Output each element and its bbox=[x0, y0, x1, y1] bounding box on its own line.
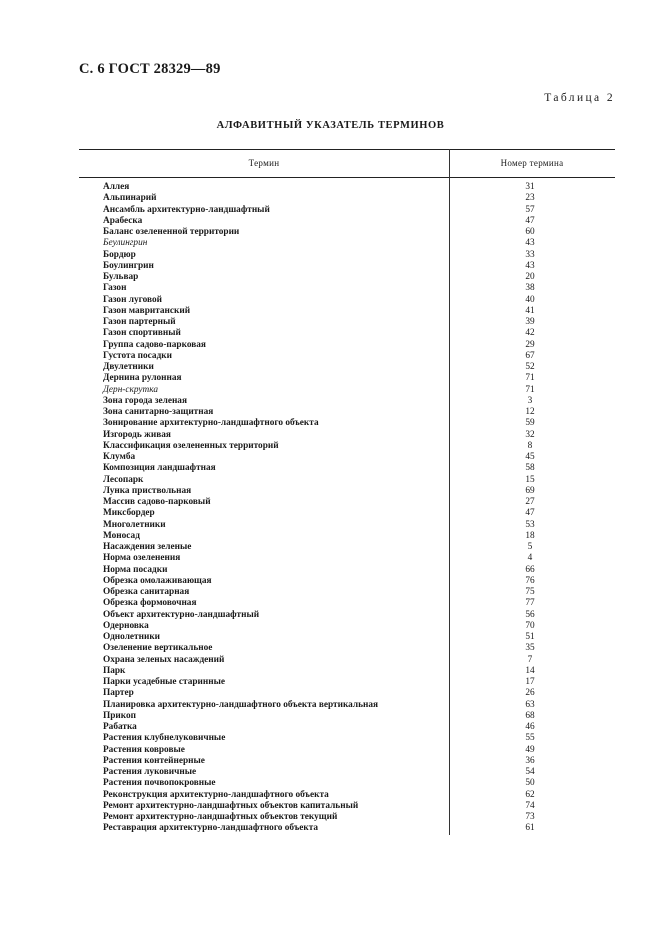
table-row bbox=[0, 306, 661, 317]
table-row bbox=[0, 385, 661, 396]
table-row bbox=[0, 351, 661, 362]
term-number: 53 bbox=[525, 519, 535, 530]
term-name: Насаждения зеленые bbox=[103, 542, 192, 552]
table-row bbox=[0, 227, 661, 238]
term-number: 62 bbox=[525, 789, 535, 800]
table-row bbox=[0, 193, 661, 204]
term-number: 29 bbox=[525, 339, 535, 350]
term-name: Беулингрин bbox=[103, 238, 148, 249]
term-name: Газон мавританский bbox=[103, 305, 191, 316]
term-number: 33 bbox=[525, 249, 535, 260]
table-row bbox=[0, 441, 661, 452]
table-row bbox=[0, 396, 661, 407]
table-top-rule bbox=[79, 149, 615, 150]
table-row bbox=[0, 272, 661, 283]
term-name: Ремонт архитектурно-ландшафтных объектов текущий bbox=[103, 812, 338, 822]
term-name: Обрезка омолаживающая bbox=[103, 575, 212, 586]
term-number: 50 bbox=[525, 778, 535, 789]
term-name: Изгородь живая bbox=[103, 429, 171, 440]
table-row bbox=[0, 722, 661, 733]
table-row bbox=[0, 520, 661, 531]
term-name: Ансамбль архитектурно-ландшафтный bbox=[103, 204, 270, 215]
term-name: Группа садово-парковая bbox=[103, 339, 206, 350]
term-number: 8 bbox=[527, 440, 533, 451]
term-number: 57 bbox=[525, 204, 535, 215]
term-number: 71 bbox=[525, 384, 535, 395]
term-number: 74 bbox=[525, 800, 535, 811]
table-row bbox=[0, 407, 661, 418]
term-number: 52 bbox=[525, 362, 535, 372]
term-number: 66 bbox=[525, 564, 535, 575]
table-row bbox=[0, 565, 661, 576]
term-number: 71 bbox=[525, 373, 535, 384]
term-number: 31 bbox=[525, 182, 535, 192]
term-name: Миксбордер bbox=[103, 508, 155, 519]
table-row bbox=[0, 576, 661, 587]
term-number: 3 bbox=[527, 395, 533, 406]
term-number: 55 bbox=[525, 733, 535, 744]
term-name: Зона санитарно-защитная bbox=[103, 407, 214, 417]
term-name: Зона города зеленая bbox=[103, 395, 187, 406]
term-name: Партер bbox=[103, 688, 134, 699]
table-row bbox=[0, 711, 661, 722]
table-row bbox=[0, 475, 661, 486]
table-row bbox=[0, 643, 661, 654]
term-number: 49 bbox=[525, 744, 535, 755]
term-name: Аллея bbox=[103, 182, 130, 192]
term-number: 20 bbox=[525, 272, 535, 282]
term-number: 47 bbox=[525, 508, 535, 519]
term-number: 67 bbox=[525, 350, 535, 361]
term-name: Реставрация архитектурно-ландшафтного объекта bbox=[103, 823, 319, 834]
term-number: 39 bbox=[525, 317, 535, 327]
term-name: Композиция ландшафтная bbox=[103, 463, 216, 474]
term-number: 58 bbox=[525, 463, 535, 474]
term-name: Бордюр bbox=[103, 249, 136, 260]
term-name: Однолетники bbox=[103, 632, 161, 642]
table-row bbox=[0, 790, 661, 801]
term-name: Газон bbox=[103, 283, 127, 294]
term-name: Обрезка формовочная bbox=[103, 598, 197, 609]
term-number: 27 bbox=[525, 497, 535, 507]
term-number: 54 bbox=[525, 767, 535, 777]
term-name: Растения ковровые bbox=[103, 744, 185, 755]
table-row bbox=[0, 418, 661, 429]
table-row bbox=[0, 216, 661, 227]
term-name: Многолетники bbox=[103, 519, 166, 530]
table-row bbox=[0, 340, 661, 351]
table-row bbox=[0, 745, 661, 756]
term-number: 38 bbox=[525, 283, 535, 294]
term-name: Реконструкция архитектурно-ландшафтного объекта bbox=[103, 789, 329, 800]
column-header-number: Номер термина bbox=[500, 158, 564, 168]
term-number: 51 bbox=[525, 632, 535, 642]
table-row bbox=[0, 553, 661, 564]
term-number: 68 bbox=[525, 710, 535, 721]
term-name: Парки усадебные старинные bbox=[103, 677, 225, 687]
term-number: 4 bbox=[527, 553, 533, 564]
table-row bbox=[0, 632, 661, 643]
term-number: 60 bbox=[525, 227, 535, 237]
term-name: Зонирование архитектурно-ландшафтного объекта bbox=[103, 418, 319, 429]
table-row bbox=[0, 598, 661, 609]
table-row bbox=[0, 328, 661, 339]
term-name: Норма озеленения bbox=[103, 553, 181, 564]
term-name: Охрана зеленых насаждений bbox=[103, 654, 225, 665]
term-name: Растения луковичные bbox=[103, 767, 197, 777]
term-name: Озеленение вертикальное bbox=[103, 643, 213, 654]
table-row bbox=[0, 688, 661, 699]
term-name: Прикоп bbox=[103, 710, 136, 721]
table-row bbox=[0, 587, 661, 598]
table-label: Таблица 2 bbox=[544, 92, 615, 104]
term-name: Клумба bbox=[103, 452, 136, 462]
table-row bbox=[0, 182, 661, 193]
table-row bbox=[0, 430, 661, 441]
term-name: Баланс озелененной территории bbox=[103, 227, 240, 237]
term-name: Объект архитектурно-ландшафтный bbox=[103, 609, 260, 620]
table-row bbox=[0, 250, 661, 261]
term-number: 36 bbox=[525, 755, 535, 766]
term-number: 59 bbox=[525, 418, 535, 429]
term-number: 7 bbox=[527, 654, 533, 665]
table-row bbox=[0, 261, 661, 272]
term-number: 73 bbox=[525, 812, 535, 822]
table-row bbox=[0, 767, 661, 778]
term-number: 63 bbox=[525, 699, 535, 710]
table-row bbox=[0, 733, 661, 744]
term-name: Норма посадки bbox=[103, 564, 168, 575]
table-row bbox=[0, 362, 661, 373]
term-name: Лесопарк bbox=[103, 474, 144, 485]
term-number: 77 bbox=[525, 598, 535, 609]
table-row bbox=[0, 531, 661, 542]
term-number: 43 bbox=[525, 260, 535, 271]
term-name: Растения почвопокровные bbox=[103, 778, 216, 789]
term-name: Арабеска bbox=[103, 215, 143, 226]
table-row bbox=[0, 317, 661, 328]
term-number: 42 bbox=[525, 328, 535, 339]
term-name: Двулетники bbox=[103, 362, 154, 372]
table-row bbox=[0, 666, 661, 677]
table-row bbox=[0, 463, 661, 474]
term-number: 18 bbox=[525, 530, 535, 541]
table-row bbox=[0, 610, 661, 621]
term-name: Густота посадки bbox=[103, 350, 172, 361]
table-row bbox=[0, 812, 661, 823]
term-name: Ремонт архитектурно-ландшафтных объектов капитальный bbox=[103, 800, 359, 811]
term-number: 76 bbox=[525, 575, 535, 586]
table-row bbox=[0, 486, 661, 497]
term-name: Парк bbox=[103, 665, 126, 676]
term-number: 41 bbox=[525, 305, 535, 316]
table-row bbox=[0, 655, 661, 666]
term-name: Дернина рулонная bbox=[103, 373, 182, 384]
term-name: Моносад bbox=[103, 530, 140, 541]
page-header: С. 6 ГОСТ 28329—89 bbox=[79, 61, 221, 77]
term-name: Альпинарий bbox=[103, 193, 157, 204]
term-number: 75 bbox=[525, 587, 535, 597]
table-row bbox=[0, 497, 661, 508]
table-row bbox=[0, 700, 661, 711]
term-name: Растения контейнерные bbox=[103, 755, 205, 766]
table-title: АЛФАВИТНЫЙ УКАЗАТЕЛЬ ТЕРМИНОВ bbox=[216, 120, 445, 131]
term-number: 35 bbox=[525, 643, 535, 654]
table-row bbox=[0, 295, 661, 306]
term-index-table bbox=[0, 182, 661, 835]
term-number: 45 bbox=[525, 452, 535, 462]
term-number: 70 bbox=[525, 620, 535, 631]
table-row bbox=[0, 452, 661, 463]
table-row bbox=[0, 542, 661, 553]
term-number: 14 bbox=[525, 665, 535, 676]
table-row bbox=[0, 801, 661, 812]
term-name: Классификация озелененных территорий bbox=[103, 440, 279, 451]
term-name: Дерн-скрутка bbox=[103, 384, 159, 395]
term-number: 47 bbox=[525, 215, 535, 226]
table-row bbox=[0, 823, 661, 834]
table-header-rule bbox=[79, 177, 615, 178]
term-number: 69 bbox=[525, 485, 535, 496]
term-number: 23 bbox=[525, 193, 535, 204]
table-row bbox=[0, 756, 661, 767]
table-row bbox=[0, 677, 661, 688]
term-name: Газон луговой bbox=[103, 294, 162, 305]
term-name: Рабатка bbox=[103, 722, 137, 732]
term-number: 26 bbox=[525, 688, 535, 699]
term-number: 56 bbox=[525, 609, 535, 620]
table-row bbox=[0, 283, 661, 294]
term-name: Газон партерный bbox=[103, 317, 176, 327]
term-number: 5 bbox=[527, 542, 533, 552]
term-name: Боулингрин bbox=[103, 260, 154, 271]
table-row bbox=[0, 778, 661, 789]
column-header-term: Термин bbox=[248, 158, 280, 168]
term-name: Газон спортивный bbox=[103, 328, 181, 339]
term-number: 61 bbox=[525, 823, 535, 834]
term-number: 17 bbox=[525, 677, 535, 687]
term-number: 12 bbox=[525, 407, 535, 417]
term-name: Массив садово-парковый bbox=[103, 497, 211, 507]
term-name: Лунка приствольная bbox=[103, 485, 192, 496]
table-row bbox=[0, 508, 661, 519]
table-row bbox=[0, 373, 661, 384]
term-name: Растения клубнелуковичные bbox=[103, 733, 226, 744]
term-number: 40 bbox=[525, 294, 535, 305]
term-name: Одерновка bbox=[103, 620, 149, 631]
table-row bbox=[0, 238, 661, 249]
term-number: 46 bbox=[525, 722, 535, 732]
term-name: Планировка архитектурно-ландшафтного объекта вертикальная bbox=[103, 699, 379, 710]
term-number: 32 bbox=[525, 429, 535, 440]
term-number: 15 bbox=[525, 474, 535, 485]
term-name: Обрезка санитарная bbox=[103, 587, 190, 597]
table-row bbox=[0, 205, 661, 216]
term-number: 43 bbox=[525, 238, 535, 249]
table-row bbox=[0, 621, 661, 632]
term-name: Бульвар bbox=[103, 272, 139, 282]
